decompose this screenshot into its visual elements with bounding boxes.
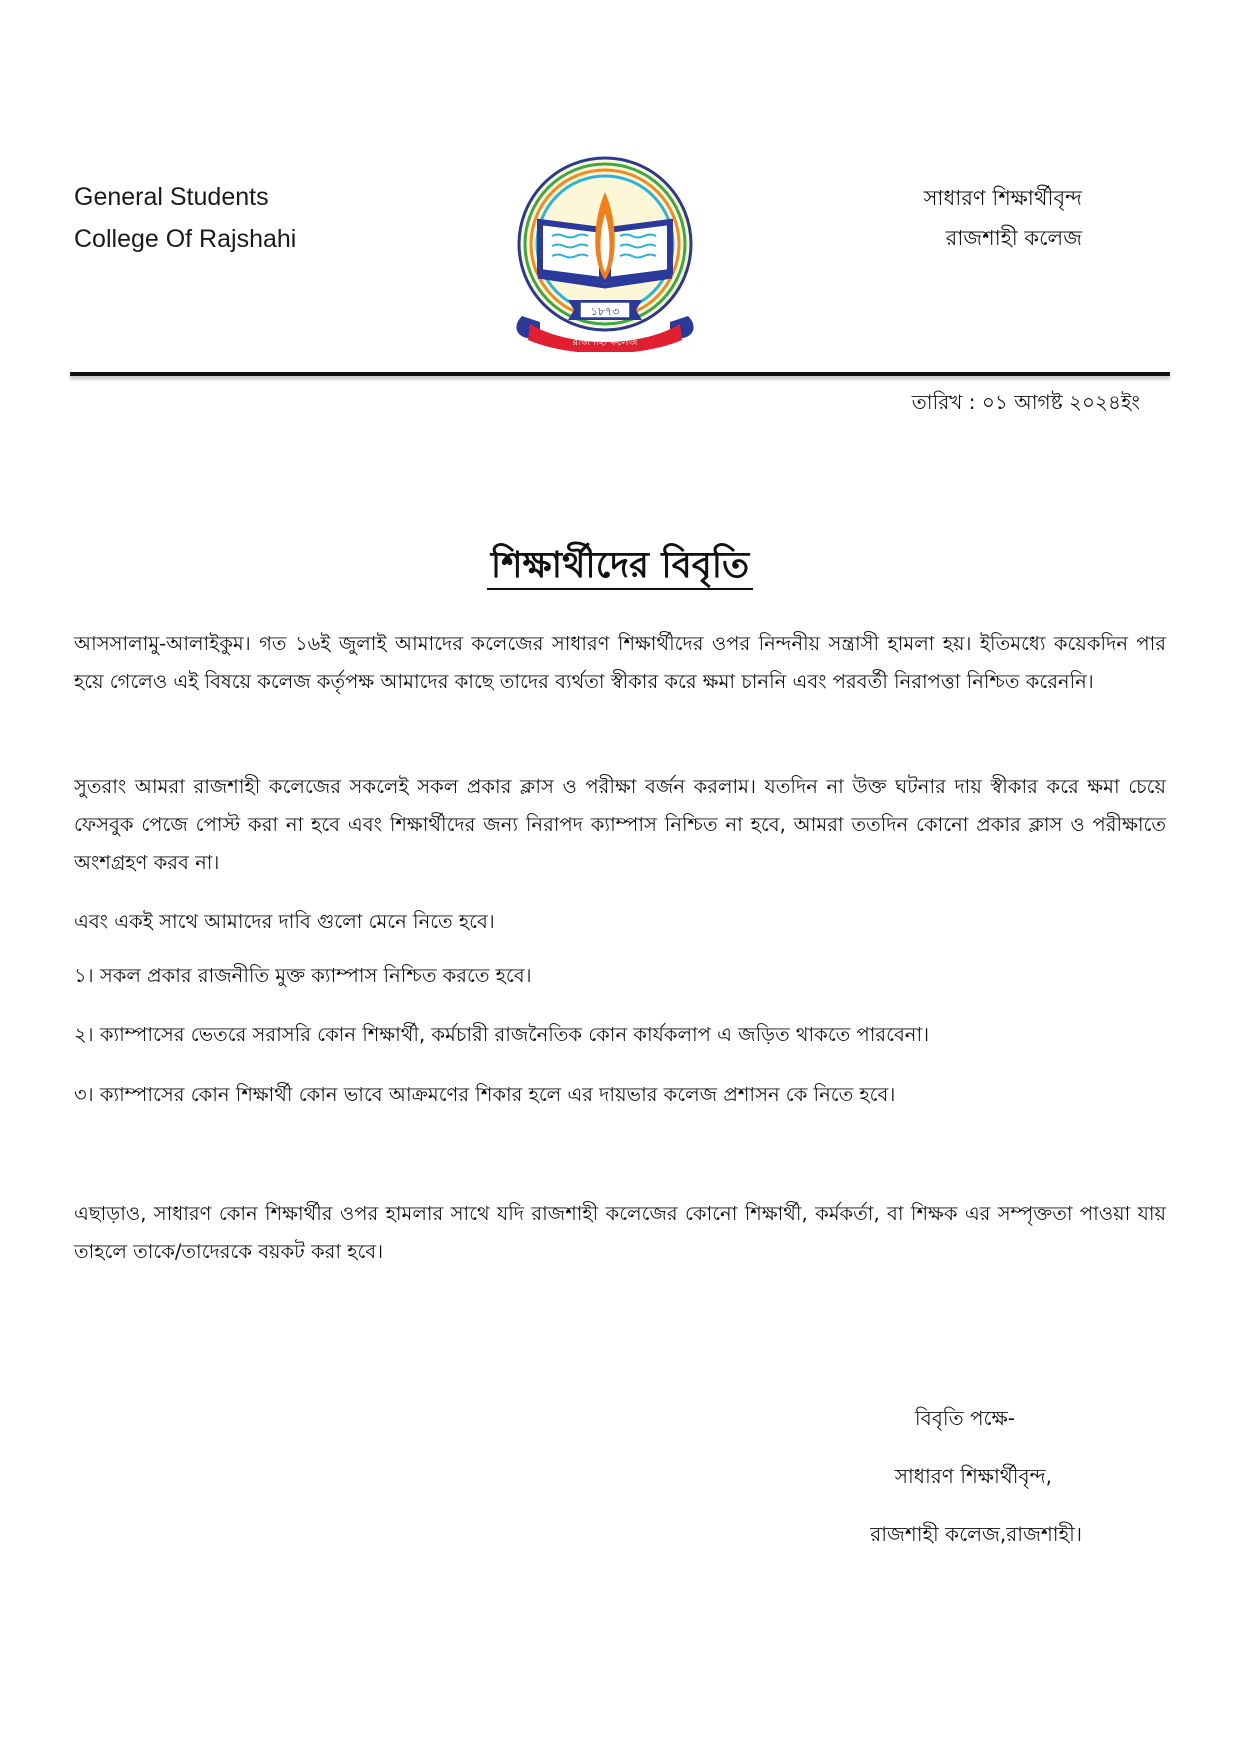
date-line: তারিখ : ০১ আগষ্ট ২০২৪ইং: [911, 390, 1140, 414]
signature-line-3: রাজশাহী কলেজ,রাজশাহী।: [870, 1522, 1082, 1546]
signature-line-2: সাধারণ শিক্ষার্থীবৃন্দ,: [894, 1464, 1052, 1488]
paragraph-boycott-warning: এছাড়াও, সাধারণ কোন শিক্ষার্থীর ওপর হামলার সাথে যদি রাজশাহী কলেজের কোনো শিক্ষার্থী, কর্মকর্তা, বা শিক্ষক এর সম্পৃক্ততা পাওয়া যায় তাহলে তাকে/তাদেরকে বয়কট করা হবে।: [74, 1202, 1166, 1263]
college-logo-emblem-icon: [500, 152, 710, 352]
org-name-english-line2: College Of Rajshahi: [74, 225, 297, 253]
college-logo: [500, 152, 710, 352]
paragraph-greeting: আসসালামু-আলাইকুম। গত ১৬ই জুলাই আমাদের কলেজের সাধারণ শিক্ষার্থীদের ওপর নিন্দনীয় সন্ত্রাসী হামলা হয়। ইতিমধ্যে কয়েকদিন পার হয়ে গেলেও এই বিষয়ে কলেজ কর্তৃপক্ষ আমাদের কাছে তাদের ব্যর্থতা স্বীকার করে ক্ষমা চাননি এবং পরবর্তী নিরাপত্তা নিশ্চিত করেননি।: [74, 632, 1166, 693]
org-name-bengali-line1: সাধারণ শিক্ষার্থীবৃন্দ: [923, 186, 1082, 210]
header-right: [924, 178, 1082, 258]
paragraph-demands-intro: এবং একই সাথে আমাদের দাবি গুলো মেনে নিতে হবে।: [74, 910, 495, 933]
org-name-english-line1: General Students: [74, 183, 269, 211]
signature-line-1: বিবৃতি পক্ষে-: [914, 1406, 1015, 1430]
document-title-wrap: [0, 538, 1240, 598]
logo-ribbon-text: রাজশাহী কলেজ: [572, 337, 638, 348]
demand-item: ১। সকল প্রকার রাজনীতি মুক্ত ক্যাম্পাস নিশ্চিত করতে হবে।: [74, 964, 532, 987]
demand-item: ৩। ক্যাম্পাসের কোন শিক্ষার্থী কোন ভাবে আক্রমণের শিকার হলে এর দায়ভার কলেজ প্রশাসন কে নিতে হবে।: [74, 1083, 896, 1106]
paragraph-boycott: সুতরাং আমরা রাজশাহী কলেজের সকলেই সকল প্রকার ক্লাস ও পরীক্ষা বর্জন করলাম। যতদিন না উক্ত ঘটনার দায় স্বীকার করে ক্ষমা চেয়ে ফেসবুক পেজে পোস্ট করা না হবে এবং শিক্ষার্থীদের জন্য নিরাপদ ক্যাম্পাস নিশ্চিত না হবে, আমরা ততদিন কোনো প্রকার ক্লাস ও পরীক্ষাতে অংশগ্রহণ করব না।: [74, 775, 1166, 874]
header-left: [74, 176, 296, 260]
document-title: শিক্ষার্থীদের বিবৃতি: [487, 545, 753, 590]
logo-year: ১৮৭৩: [590, 305, 620, 318]
header-divider: [70, 372, 1170, 376]
demand-item: ২। ক্যাম্পাসের ভেতরে সরাসরি কোন শিক্ষার্থী, কর্মচারী রাজনৈতিক কোন কার্যকলাপ এ জড়িত থাকতে পারবেনা।: [74, 1023, 930, 1046]
org-name-bengali-line2: রাজশাহী কলেজ: [945, 226, 1082, 250]
